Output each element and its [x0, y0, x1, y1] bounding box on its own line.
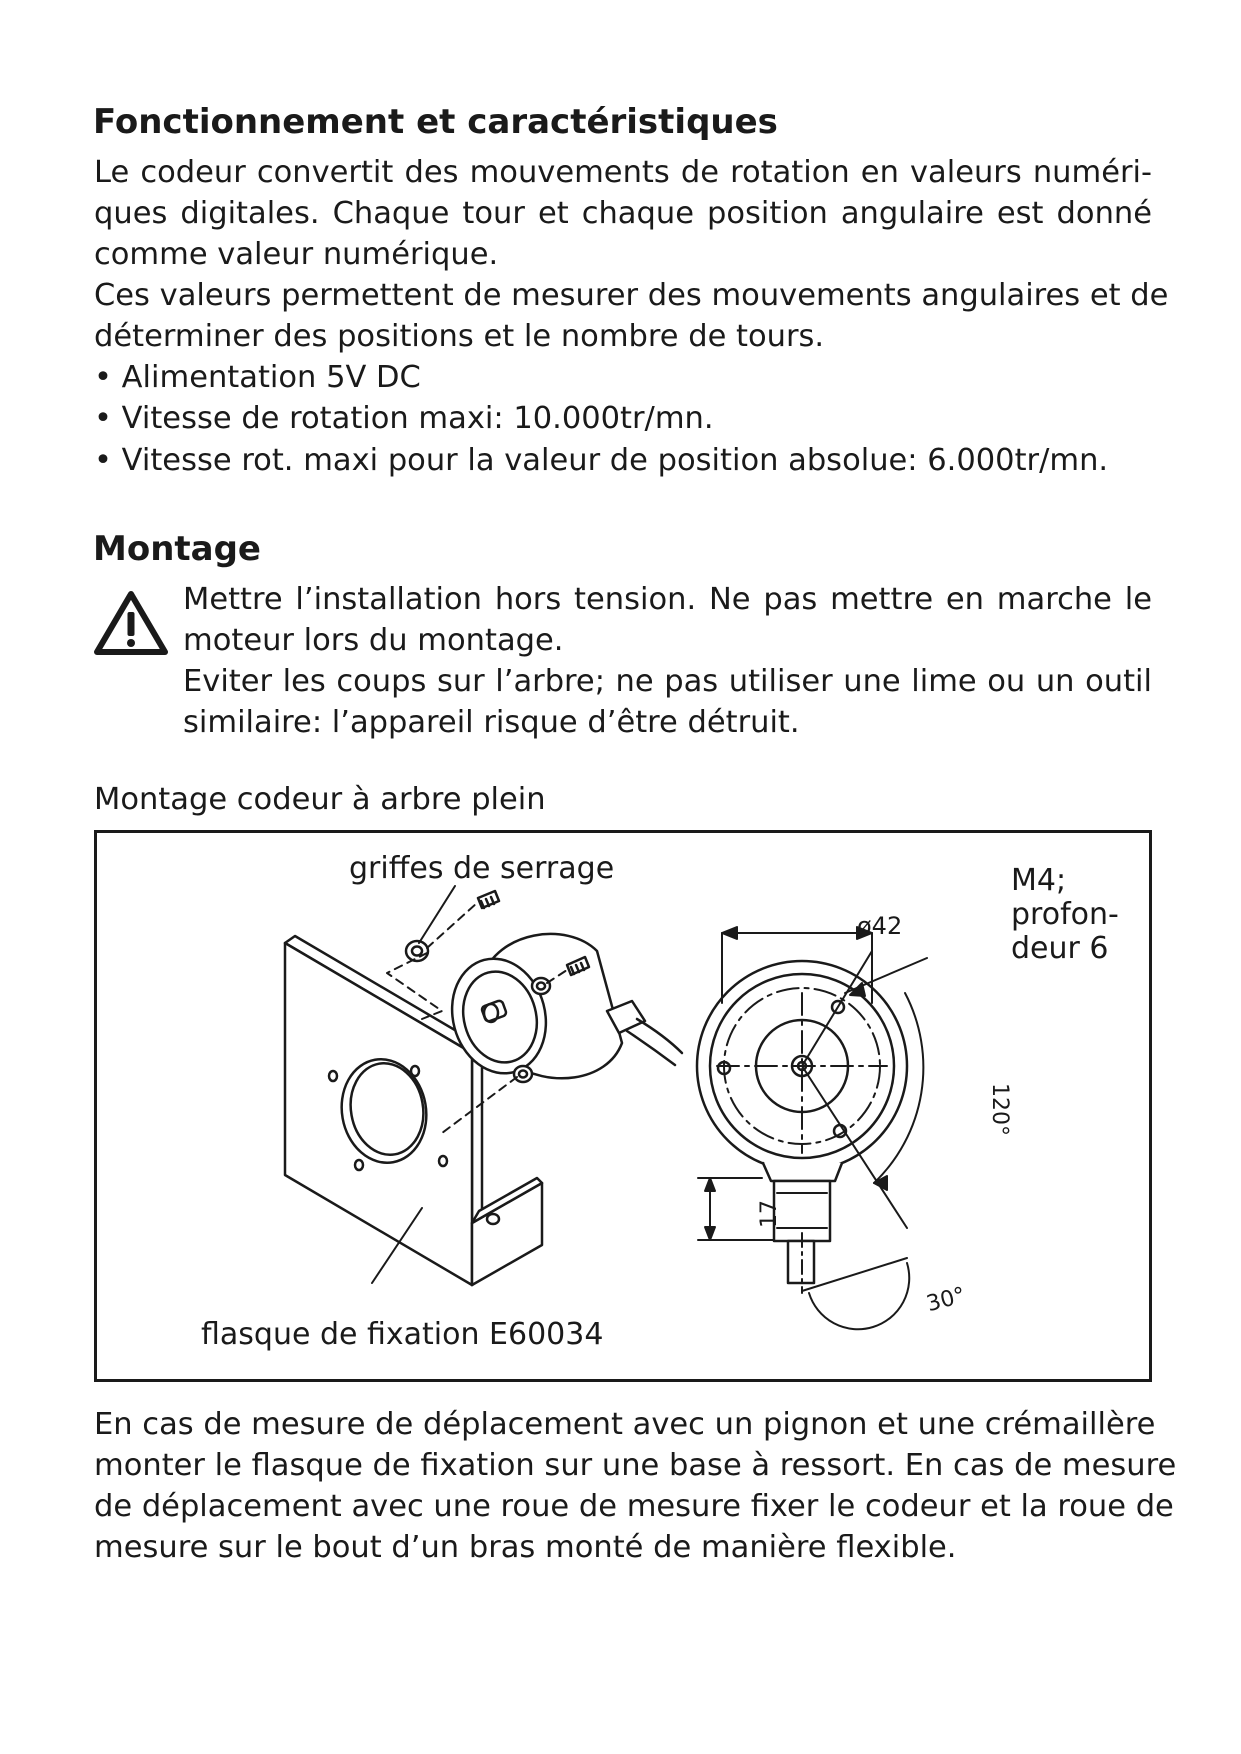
- text-line: déterminer des positions et le nombre de tours.: [94, 319, 825, 354]
- label-thread: profon-: [1011, 897, 1119, 932]
- dim-17: 17: [757, 1200, 782, 1228]
- text-line: En cas de mesure de déplacement avec un pignon et une crémaillère: [94, 1407, 1156, 1442]
- bullet-item: • Vitesse de rotation maxi: 10.000tr/mn.: [94, 401, 714, 436]
- bullet-item: • Vitesse rot. maxi pour la valeur de position absolue: 6.000tr/mn.: [94, 443, 1109, 478]
- heading-function: Fonctionnement et caractéristiques: [93, 102, 778, 142]
- text-line: mesure sur le bout d’un bras monté de manière flexible.: [94, 1530, 957, 1565]
- warning-line: Eviter les coups sur l’arbre; ne pas utiliser une lime ou un outil: [183, 664, 1152, 699]
- dim-diameter: ø42: [857, 912, 903, 940]
- text-line: monter le flasque de fixation sur une base à ressort. En cas de mesure: [94, 1448, 1177, 1483]
- text-line: Le codeur convertit des mouvements de rotation en valeurs numéri-: [94, 155, 1152, 190]
- dim-angle-30: 30°: [924, 1282, 969, 1318]
- text-line: de déplacement avec une roue de mesure fixer le codeur et la roue de: [94, 1489, 1174, 1524]
- text-line: comme valeur numérique.: [94, 237, 499, 272]
- figure-caption: Montage codeur à arbre plein: [94, 782, 546, 817]
- label-clamping-claws: griffes de serrage: [349, 851, 615, 886]
- dim-angle-120: 120°: [987, 1083, 1012, 1136]
- warning-triangle-icon: [93, 588, 169, 656]
- warning-line: similaire: l’appareil risque d’être détruit.: [183, 705, 800, 740]
- label-mounting-flange: flasque de fixation E60034: [201, 1317, 604, 1352]
- text-line: ques digitales. Chaque tour et chaque position angulaire est donné: [94, 196, 1152, 231]
- label-thread: deur 6: [1011, 931, 1109, 966]
- warning-line: Mettre l’installation hors tension. Ne pas mettre en marche le: [183, 582, 1152, 617]
- encoder-body: [440, 934, 682, 1084]
- bullet-item: • Alimentation 5V DC: [94, 360, 421, 395]
- warning-line: moteur lors du montage.: [183, 623, 564, 658]
- label-thread: M4;: [1011, 863, 1067, 898]
- encoder-front-view: [697, 961, 907, 1293]
- heading-mounting: Montage: [93, 529, 261, 569]
- text-line: Ces valeurs permettent de mesurer des mouvements angulaires et de: [94, 278, 1169, 313]
- mounting-figure: [94, 830, 1152, 1382]
